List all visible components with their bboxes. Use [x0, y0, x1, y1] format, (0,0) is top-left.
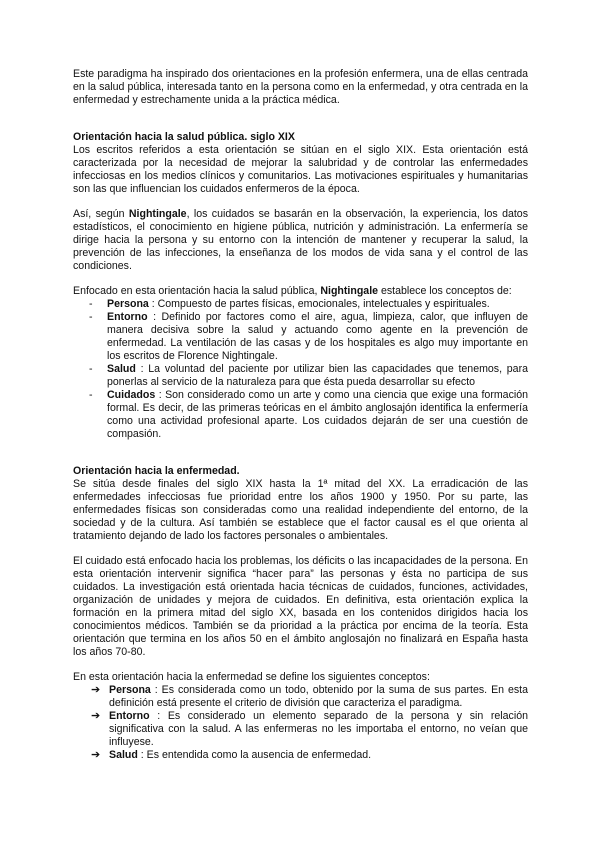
arrow-bullet-icon: ➔	[91, 710, 101, 722]
name-emphasis: Nightingale	[320, 285, 379, 297]
list-item	[89, 389, 528, 441]
concept-term: Salud	[107, 363, 136, 375]
concept-term: Entorno	[107, 311, 148, 323]
concept-text: : Son considerado como un arte y como una ciencia que exige una formación formal. Es decir, de las primeras teóricas en el ámbito anglosajón identifica la enfermería como una actividad profesional aparte. Los cuidados dejarán de ser una cuestión de compasión.	[107, 389, 528, 440]
text-run: , los cuidados se basarán en la observación, la experiencia, los datos estadísticos, el conocimiento en higiene pública, nutrición y administración. La enfermería se dirige hacia la persona y su entorno con la intención de mantener y recuperar la salud, la prevención de las infecciones, la enseñanza de los modos de vida sana y el control de las condiciones.	[73, 208, 528, 272]
name-emphasis: Nightingale	[128, 208, 187, 220]
paragraph: Se sitúa desde finales del siglo XIX hasta la 1ª mitad del XX. La erradicación de las enfermedades infecciosas fue prioridad entre los años 1900 y 1950. Por su parte, las enfermedades físicas son consideradas como una realidad independiente del entorno, de la sociedad y de la cultura. Así también se establece que el factor causal es el que orienta al tratamiento dejando de lado los factores personales o ambientales.	[73, 478, 528, 542]
list-item	[91, 684, 528, 710]
concept-list	[73, 684, 528, 762]
concept-text: : La voluntad del paciente por utilizar bien las capacidades que tenemos, para ponerlas al servicio de la naturaleza para que ésta pueda desarrollar su efecto	[107, 363, 528, 388]
paragraph: El cuidado está enfocado hacia los problemas, los déficits o las incapacidades de la persona. En esta orientación intervenir significa “hacer para” las personas y ésta no participa de sus cuidados. La investigación está orientada hacia técnicas de cuidados, funciones, actividades, organización de unidades y mejora de cuidados. En definitiva, esta orientación explica la formación en la primera mitad del siglo XX, basada en los contenidos dirigidos hacia los conocimientos médicos. También se da prioridad a la práctica por encima de la teoría. Esta orientación que termina en los años 50 en el ámbito anglosajón no finalizará en España hasta los años 70-80.	[73, 555, 528, 658]
dash-bullet: -	[89, 389, 93, 401]
arrow-bullet-icon: ➔	[91, 749, 101, 761]
concept-text: : Es considerado un elemento separado de la persona y sin relación significativa con la salud. A las enfermeras no les importaba el entorno, no veían que influyese.	[109, 710, 528, 748]
list-item	[89, 363, 528, 389]
paragraph	[73, 285, 528, 298]
paragraph: Los escritos referidos a esta orientación se sitúan en el siglo XIX. Esta orientación está caracterizada por la necesidad de mejorar la salubridad y de controlar las enfermedades infecciosas en los medios clínicos y comunitarios. Las motivaciones espirituales y humanitarias son las que influencian los cuidados enfermeros de la época.	[73, 144, 528, 195]
concept-text: : Es considerada como un todo, obtenido por la suma de sus partes. En esta definición está presente el criterio de división que caracteriza el paradigma.	[109, 684, 528, 709]
concept-text: : Definido por factores como el aire, agua, limpieza, calor, que influyen de manera decisiva sobre la salud y actuando como agente en la prevención de enfermedad. La ventilación de las casas y de los hospitales es algo muy importante en los escritos de Florence Nightingale.	[107, 311, 528, 362]
section-heading: Orientación hacia la enfermedad.	[73, 465, 240, 477]
list-item	[89, 298, 528, 311]
arrow-bullet-icon: ➔	[91, 684, 101, 696]
document-page	[73, 68, 528, 762]
text-run: Enfocado en esta orientación hacia la salud pública,	[73, 285, 321, 297]
section-disease	[73, 465, 528, 762]
section-heading: Orientación hacia la salud pública. siglo XIX	[73, 131, 295, 143]
list-item	[89, 311, 528, 363]
paragraph	[73, 208, 528, 273]
dash-bullet: -	[89, 298, 93, 310]
concept-term: Persona	[109, 684, 151, 696]
dash-bullet: -	[89, 363, 93, 375]
concept-list	[73, 298, 528, 441]
concept-text: : Es entendida como la ausencia de enfermedad.	[137, 749, 372, 761]
concept-term: Persona	[107, 298, 149, 310]
intro-paragraph: Este paradigma ha inspirado dos orientaciones en la profesión enfermera, una de ellas centrada en la salud pública, interesada tanto en la persona como en la enfermedad, y otra centrada en la enfermedad y estrechamente unida a la práctica médica.	[73, 68, 528, 106]
paragraph: En esta orientación hacia la enfermedad se define los siguientes conceptos:	[73, 671, 430, 683]
concept-term: Entorno	[109, 710, 150, 722]
dash-bullet: -	[89, 311, 93, 323]
list-item	[91, 710, 528, 749]
text-run: establece los conceptos de:	[378, 285, 512, 297]
concept-text: : Compuesto de partes físicas, emocionales, intelectuales y espirituales.	[148, 298, 490, 310]
list-item	[91, 749, 528, 762]
text-run: Así, según	[73, 208, 129, 220]
concept-term: Salud	[109, 749, 138, 761]
section-public-health	[73, 131, 528, 441]
concept-term: Cuidados	[107, 389, 156, 401]
